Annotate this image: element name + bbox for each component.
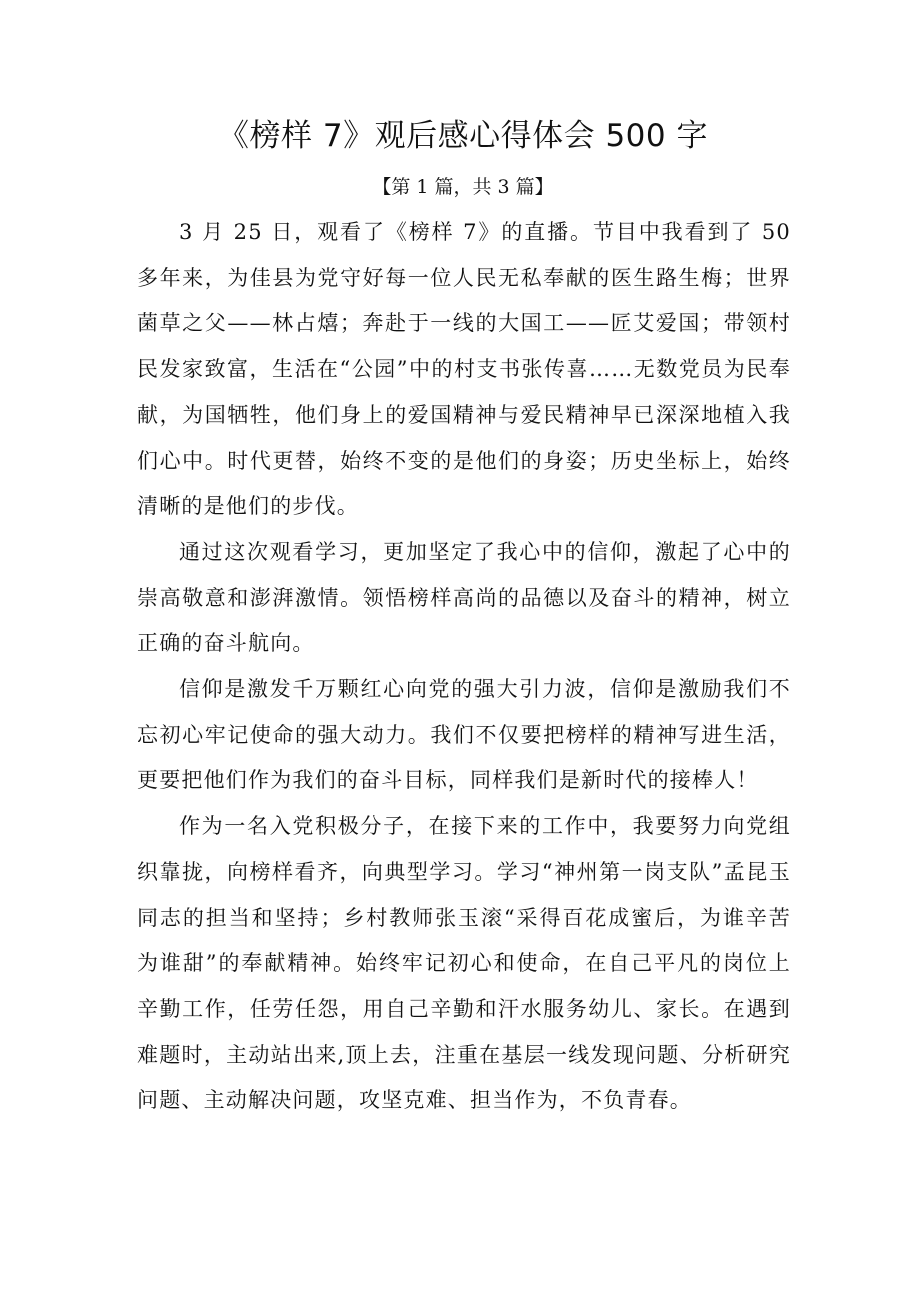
document-title: 《榜样 7》观后感心得体会 500 字 <box>218 118 708 154</box>
paragraph-2: 通过这次观看学习，更加坚定了我心中的信仰，激起了心中的崇高敬意和澎湃激情。领悟榜样高尚的品德以及奋斗的精神，树立正确的奋斗航向。 <box>137 539 791 656</box>
paragraph-1: 3 月 25 日，观看了《榜样 7》的直播。节目中我看到了 50 多年来，为佳县为党守好每一位人民无私奉献的医生路生梅；世界菌草之父——林占熺；奔赴于一线的大国工——匠艾爱国；带领村民发家致富，生活在“公园”中的村支书张传喜……无数党员为民奉献，为国牺牲，他们身上的爱国精神与爱民精神早已深深地植入我们心中。时代更替，始终不变的是他们的身姿；历史坐标上，始终清晰的是他们的步伐。 <box>137 220 791 519</box>
paragraph-3: 信仰是激发千万颗红心向党的强大引力波，信仰是激励我们不忘初心牢记使命的强大动力。我们不仅要把榜样的精神写进生活，更要把他们作为我们的奋斗目标，同样我们是新时代的接棒人！ <box>137 677 791 793</box>
document-body <box>137 210 791 1124</box>
paragraph-4: 作为一名入党积极分子，在接下来的工作中，我要努力向党组织靠拢，向榜样看齐，向典型学习。学习“神州第一岗支队”孟昆玉同志的担当和坚持；乡村教师张玉滚“采得百花成蜜后，为谁辛苦为谁甜”的奉献精神。始终牢记初心和使命，在自己平凡的岗位上辛勤工作，任劳任怨，用自己辛勤和汗水服务幼儿、家长。在遇到难题时，主动站出来,顶上去，注重在基层一线发现问题、分析研究问题、主动解决问题，攻坚克难、担当作为，不负青春。 <box>137 814 791 1113</box>
document-subtitle: 【第 1 篇，共 3 篇】 <box>372 176 554 198</box>
